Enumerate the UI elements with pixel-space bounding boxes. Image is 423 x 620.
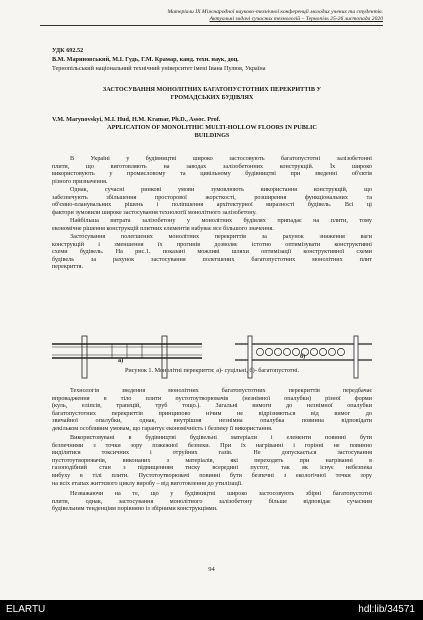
text-line: виділятися токсичних і отруйних газів. Не допускається застосування	[52, 449, 372, 457]
text-line: використовують у промисловому та цивільному будівництві при зведенні об'єктів	[52, 170, 372, 178]
title-english-line1: APPLICATION OF MONOLITHIC MULTI-HOLLOW FLOORS IN PUBLIC	[107, 124, 317, 131]
text-line: плити, однак, застосування монолітного залізобетону більше відповідає сучасним	[52, 497, 372, 505]
header-rule	[40, 25, 383, 26]
text-line: на всіх етапах життєвого циклу виробу – від виготовлення до утилізації.	[52, 479, 243, 487]
text-line: забезпечують збільшення просторової жорсткості, розширення функціональних та	[52, 193, 372, 201]
paragraph-1	[52, 155, 372, 185]
text-line: газоподібний стан з підвищенням тиску всередині пустот, так як існує небезпека	[52, 464, 372, 472]
text-line: декільком особливим умовам, що гарантує економічність і безпеку її використання.	[52, 424, 273, 432]
title-english-line2: BUILDINGS	[194, 132, 230, 139]
text-line: (куль, еліпсів, трапецій, труб тощо.). Загальні вимоги до незнімної опалубки	[52, 402, 372, 410]
title-ukrainian-line2: ГРОМАДСЬКИХ БУДІВЛЯХ	[170, 94, 254, 101]
authors-english: V.M. Marynovskyi, M.I. Hud, H.M. Kramar, Ph.D., Assoc. Prof.	[52, 116, 221, 123]
text-line: Застосування полегшених монолітних перекриттів за рахунок зниження ваги	[70, 233, 372, 240]
paragraph-4	[52, 233, 372, 271]
text-line: вибуху в тілі плити. Пустотоутворювачі повинні бути безпечні з екологічної точки зору	[52, 471, 372, 479]
text-line: перекриття.	[52, 263, 84, 271]
handle-identifier[interactable]: hdl:lib/34571	[358, 604, 415, 615]
text-line: конструкцій і зменшення їх прогинів дозволяє істотно оптимізувати конструктивні	[52, 240, 372, 248]
page-number: 94	[208, 566, 215, 573]
paragraph-6	[52, 434, 372, 487]
figure-label-a: а)	[118, 357, 124, 364]
text-line: будівельним тенденціям порівняно із збірними конструкціями.	[52, 505, 218, 513]
text-line: Однак, сучасні ринкові умови зумовлюють використання конструкцій, що	[70, 186, 372, 193]
paragraph-7	[52, 490, 372, 513]
paragraph-3	[52, 217, 372, 232]
text-line: будівель за рахунок застосування полегшених багатопустотних монолітних плит	[52, 255, 372, 263]
text-line: пустотоутворювачів, виконаних з матеріалів, які переходять при нагріванні в	[52, 456, 372, 464]
text-line: звичайної опалубки, однак, внутрішня незнімна опалубка повинна відповідати	[52, 417, 372, 425]
text-line: впровадження в тіло плити пустотоутворювачів (незнімної опалубки) різної форми	[52, 394, 372, 402]
text-line: безпечними з точки зору пожежної безпеки. При їх нагріванні і горінні не повинно	[52, 441, 372, 449]
figure-label-b: б)	[300, 353, 306, 360]
paragraph-2	[52, 186, 372, 216]
running-header-line2: Актуальні задачі сучасних технологій – Тернопіль 25-26 листопада 2020	[209, 16, 383, 22]
text-line: схеми будівель. На рис.1. показані можливі шляхи оптимізації конструктивної схеми	[52, 248, 372, 256]
text-line: В Україні у будівництві широко застосовують багатопустотні залізобетонні	[70, 155, 372, 162]
title-ukrainian-line1: ЗАСТОСУВАННЯ МОНОЛІТНИХ БАГАТОПУСТОТНИХ ПЕРЕКРИТТІВ У	[102, 86, 322, 93]
repository-footer-bar	[0, 600, 423, 620]
text-line: Незважаючи на те, що у будівництві широко застосовують збірні багатопустотні	[70, 490, 372, 497]
running-header-line1: Матеріали IX Міжнародної науково-технічної конференції молодих учених та студентів.	[167, 9, 383, 15]
text-line: Найбільша витрата залізобетону у монолітних будівлях припадає на плити, тому	[70, 217, 372, 224]
text-line: Використовувані в будівництві будівельні матеріали і елементи повинні бути	[70, 434, 372, 441]
text-line: економічне рішення конструкцій плитних елементів набуває все більшого значення.	[52, 224, 274, 232]
repository-name: ELARTU	[6, 604, 46, 615]
text-line: різного призначення.	[52, 177, 108, 185]
text-line: багатопустотних перекриттів принципово нічим не відрізняються від вимог до	[52, 409, 372, 417]
text-line: об'ємно-планувальних рішень і поліпшення архітектурної виразності будівель. Всі ці	[52, 201, 372, 209]
paragraph-5	[52, 387, 372, 433]
figure-caption: Рисунок 1. Монолітні перекриття: а)- суцільні, б)- багатопустотні.	[124, 367, 300, 374]
udk-code: УДК 692.52	[52, 47, 84, 54]
affiliation: Тернопільський національний технічний університет імені Івана Пулюя, Україна	[52, 65, 266, 72]
authors-ukrainian: В.М. Мариновський, М.І. Гудь, Г.М. Крамар, канд. техн. наук, доц.	[52, 56, 239, 63]
text-line: плити, що виготовляють на заводах залізобетонних конструкцій. Їх широко	[52, 162, 372, 170]
text-line: фактори зумовили широке застосування технології монолітного залізобетону.	[52, 208, 257, 216]
text-line: Технологія зведення монолітних багатопустотних перекриттів передбачає	[70, 387, 372, 394]
